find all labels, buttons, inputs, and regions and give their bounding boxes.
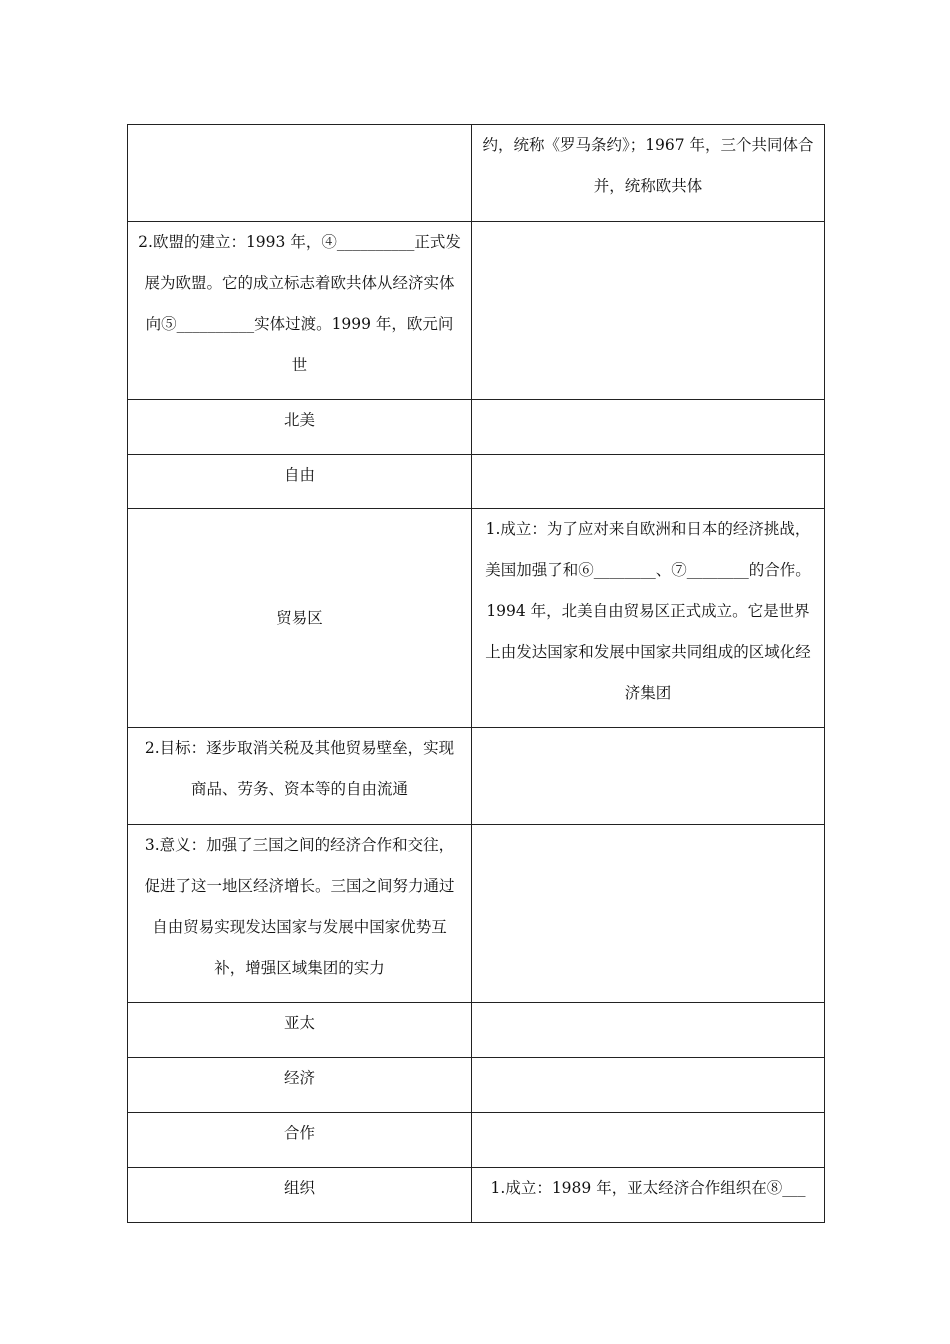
table-row	[128, 125, 825, 222]
table-cell-right	[472, 222, 825, 400]
table-cell-left: 亚太	[128, 1003, 472, 1058]
table-cell-right	[472, 1113, 825, 1168]
table-cell-left: 贸易区	[128, 509, 472, 728]
table-row	[128, 1168, 825, 1223]
table-cell-right	[472, 1003, 825, 1058]
table-row	[128, 222, 825, 400]
table-cell-left: 2.目标：逐步取消关税及其他贸易壁垒，实现商品、劳务、资本等的自由流通	[128, 728, 472, 825]
table-cell-right: 约，统称《罗马条约》；1967 年，三个共同体合并，统称欧共体	[472, 125, 825, 222]
table-row	[128, 1003, 825, 1058]
table-row	[128, 1113, 825, 1168]
table-cell-right	[472, 825, 825, 1003]
table-cell-right: 1.成立：1989 年，亚太经济合作组织在⑧___	[472, 1168, 825, 1223]
table-cell-left: 组织	[128, 1168, 472, 1223]
table-cell-right	[472, 400, 825, 455]
table-cell-left: 合作	[128, 1113, 472, 1168]
table-row	[128, 1058, 825, 1113]
table-cell-right	[472, 455, 825, 509]
table-row	[128, 825, 825, 1003]
table-row	[128, 728, 825, 825]
table-cell-left: 2.欧盟的建立：1993 年，④__________正式发展为欧盟。它的成立标志着欧共体从经济实体向⑤__________实体过渡。1999 年，欧元问世	[128, 222, 472, 400]
table-cell-left	[128, 125, 472, 222]
table-cell-left: 自由	[128, 455, 472, 509]
table-cell-left: 经济	[128, 1058, 472, 1113]
table-cell-left: 北美	[128, 400, 472, 455]
history-notes-table	[127, 124, 825, 1223]
table-cell-right	[472, 1058, 825, 1113]
table-cell-right	[472, 728, 825, 825]
table-row	[128, 400, 825, 455]
table-row	[128, 455, 825, 509]
table-row	[128, 509, 825, 728]
table-cell-right: 1.成立：为了应对来自欧洲和日本的经济挑战，美国加强了和⑥________、⑦________的合作。1994 年，北美自由贸易区正式成立。它是世界上由发达国家和发展中国家共同组成的区域化经济集团	[472, 509, 825, 728]
table-cell-left: 3.意义：加强了三国之间的经济合作和交往，促进了这一地区经济增长。三国之间努力通过自由贸易实现发达国家与发展中国家优势互补，增强区域集团的实力	[128, 825, 472, 1003]
